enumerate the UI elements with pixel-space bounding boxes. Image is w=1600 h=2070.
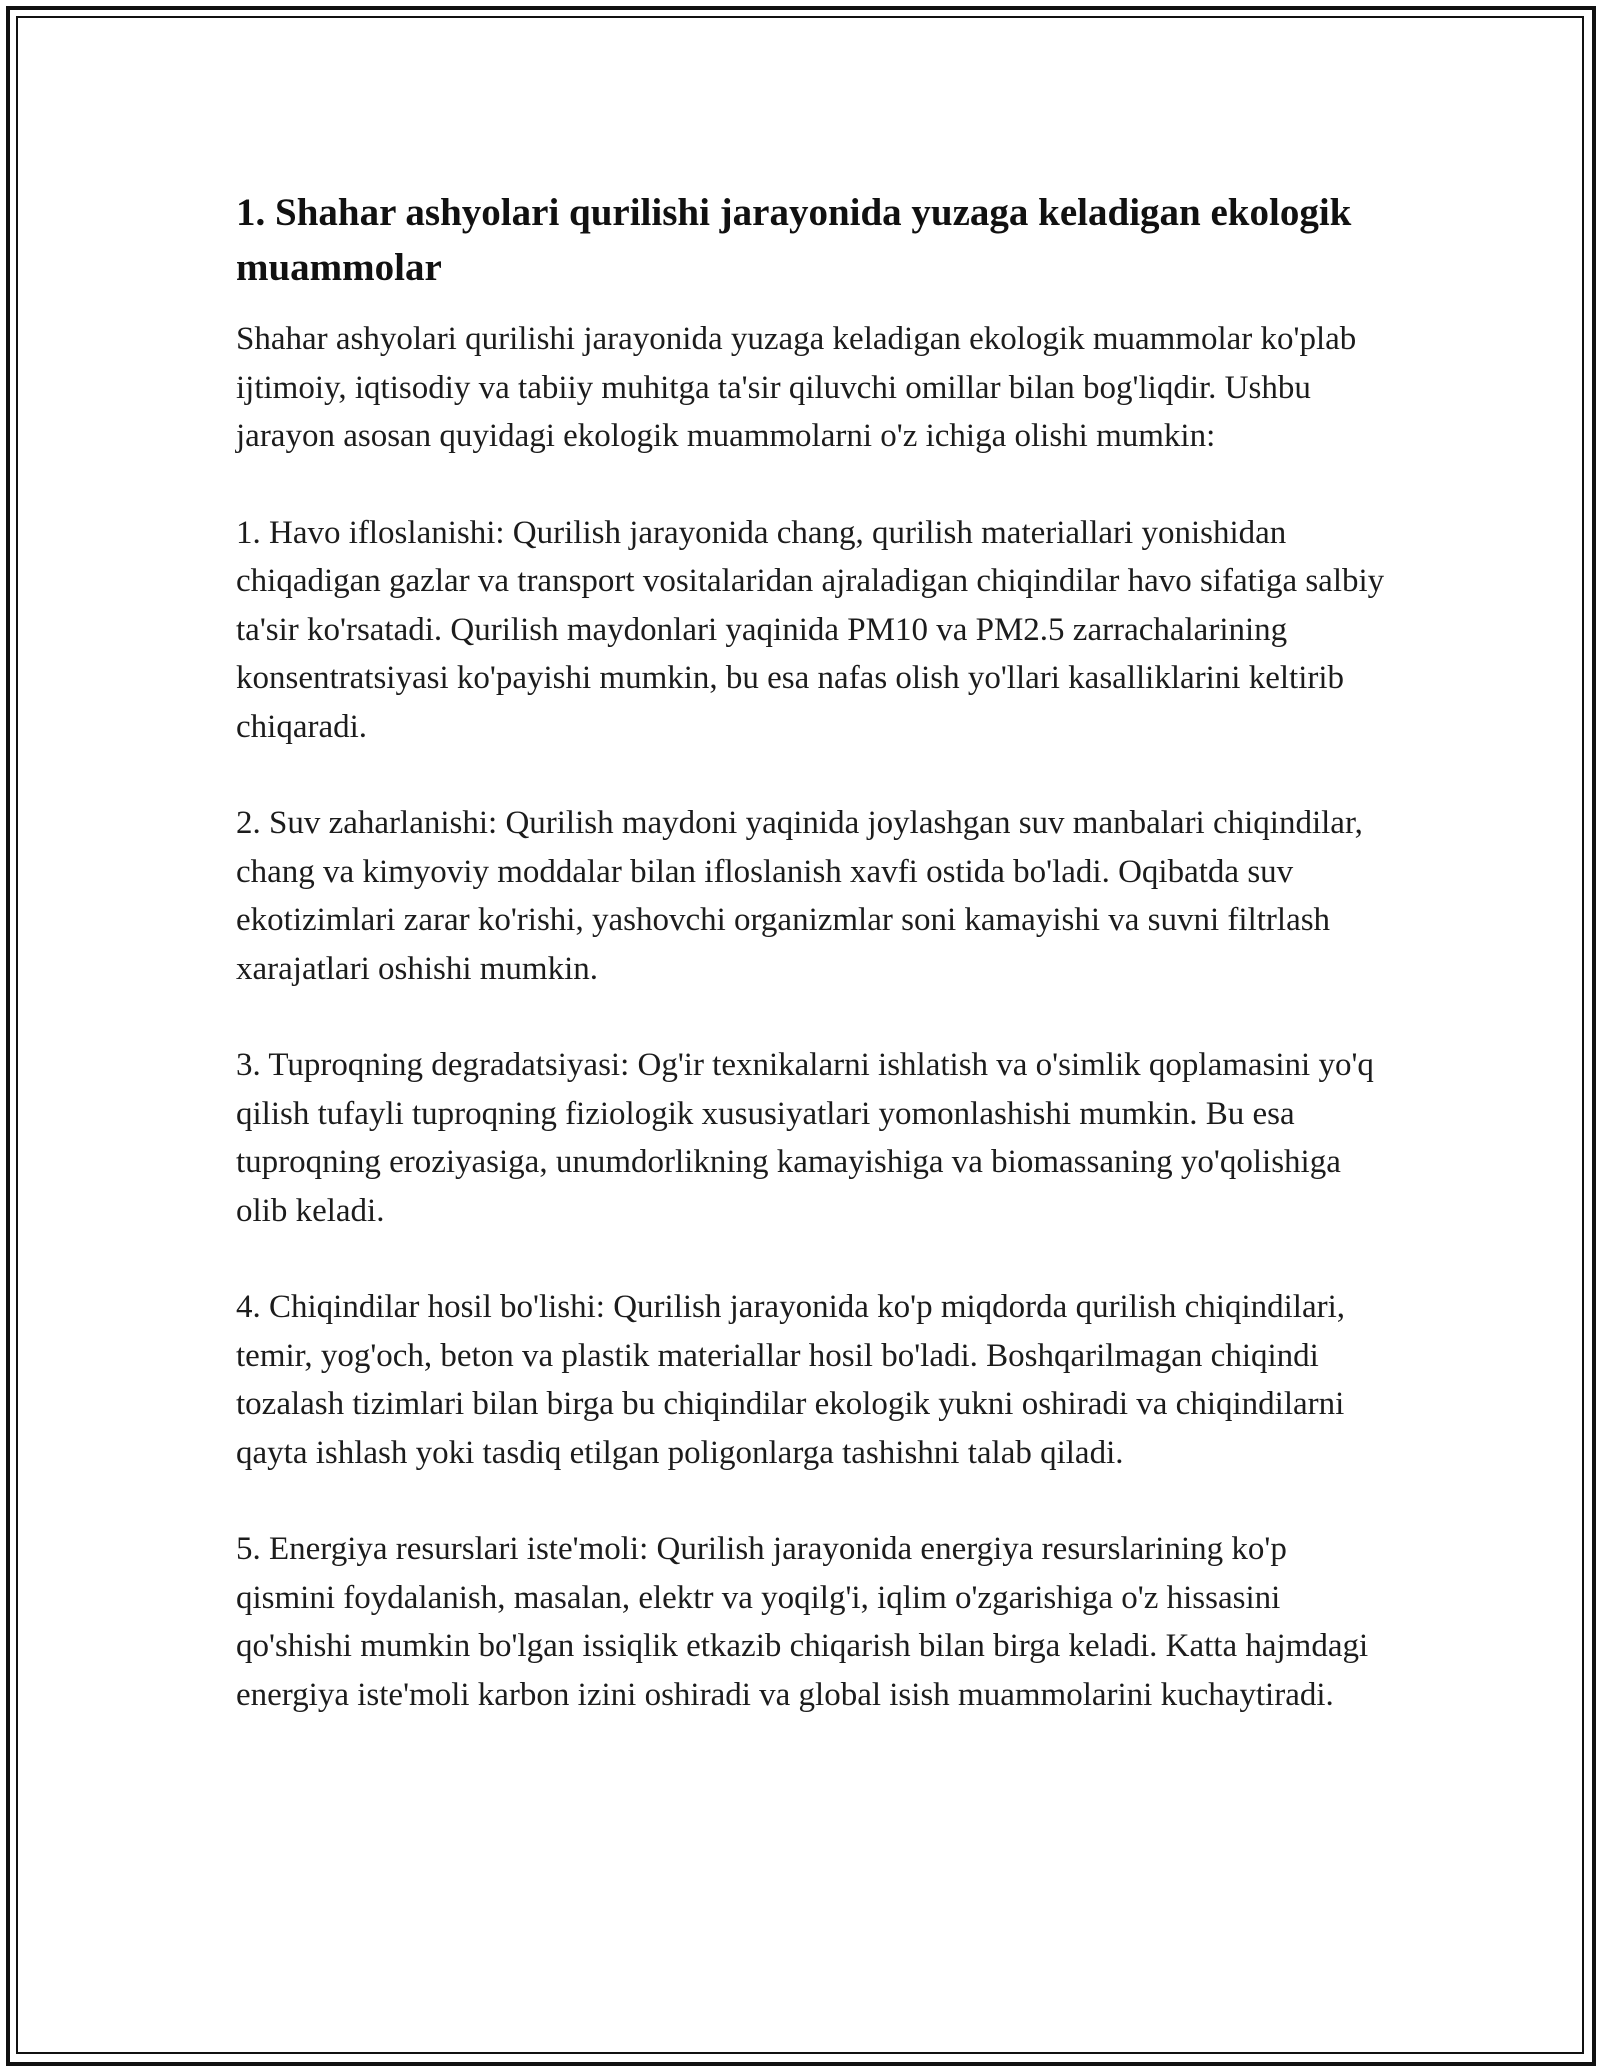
document-title: 1. Shahar ashyolari qurilishi jarayonida yuzaga keladigan ekologik muammolar — [236, 191, 1352, 289]
intro-paragraph: Shahar ashyolari qurilishi jarayonida yuzaga keladigan ekologik muammolar ko'plab ijtimoiy, iqtisodiy va tabiiy muhitga ta'sir qiluvchi omillar bilan bog'liqdir. Ushbu jarayon asosan quyidagi ekologik muammolarni o'z ichiga olishi mumkin: — [236, 321, 1357, 454]
list-item-energy-consumption: 5. Energiya resurslari iste'moli: Qurilish jarayonida energiya resurslarining ko'p qismini foydalanish, masalan, elektr va yoqilg'i, iqlim o'zgarishiga o'z hissasini qo'shishi mumkin bo'lgan issiqlik etkazib chiqarish bilan birga keladi. Katta hajmdagi energiya iste'moli karbon izini oshiradi va global isish muammolarini kuchaytiradi. — [236, 1531, 1369, 1713]
list-item-soil-degradation: 3. Tuproqning degradatsiyasi: Og'ir texnikalarni ishlatish va o'simlik qoplamasini yo'q qilish tufayli tuproqning fiziologik xususiyatlari yomonlashishi mumkin. Bu esa tuproqning eroziyasiga, unumdorlikning kamayishiga va biomassaning yo'qolishiga olib keladi. — [236, 1047, 1374, 1229]
list-item-waste-generation: 4. Chiqindilar hosil bo'lishi: Qurilish jarayonida ko'p miqdorda qurilish chiqindilari, temir, yog'och, beton va plastik materiallar hosil bo'ladi. Boshqarilmagan chiqindi tozalash tizimlari bilan birga bu chiqindilar ekologik yukni oshiradi va chiqindilarni qayta ishlash yoki tasdiq etilgan poligonlarga tashishni talab qiladi. — [236, 1289, 1346, 1471]
list-item-air-pollution: 1. Havo ifloslanishi: Qurilish jarayonida chang, qurilish materiallari yonishidan chiqadigan gazlar va transport vositalaridan ajraladigan chiqindilar havo sifatiga salbiy ta'sir ko'rsatadi. Qurilish maydonlari yaqinida PM10 va PM2.5 zarrachalarining konsentratsiyasi ko'payishi mumkin, bu esa nafas olish yo'llari kasalliklarini keltirib chiqaradi. — [236, 514, 1385, 745]
list-item-water-pollution: 2. Suv zaharlanishi: Qurilish maydoni yaqinida joylashgan suv manbalari chiqindilar, chang va kimyoviy moddalar bilan ifloslanish xavfi ostida bo'ladi. Oqibatda suv ekotizimlari zarar ko'rishi, yashovchi organizmlar soni kamayishi va suvni filtrlash xarajatlari oshishi mumkin. — [236, 805, 1363, 987]
document-body — [236, 185, 1386, 1767]
